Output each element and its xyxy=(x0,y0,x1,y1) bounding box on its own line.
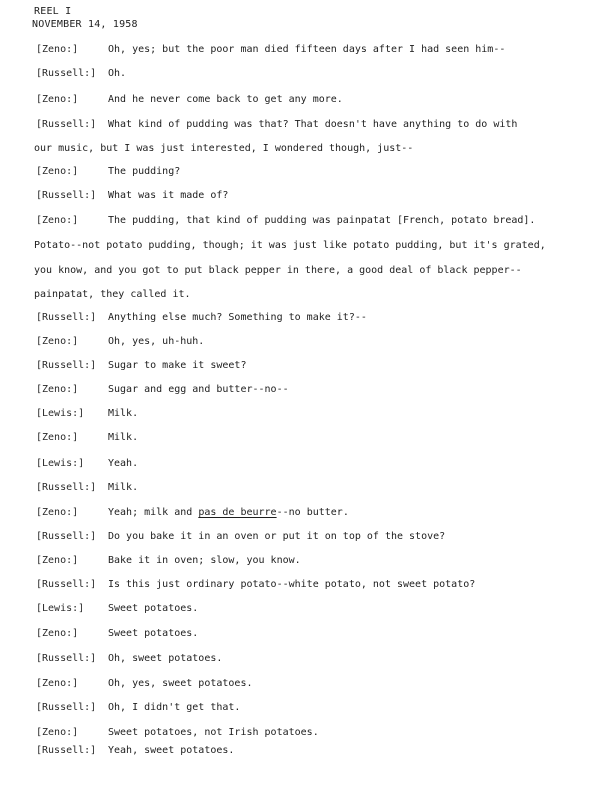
speaker-label: [Lewis:] xyxy=(36,603,85,614)
dialogue-line xyxy=(0,700,612,716)
speaker-label: [Russell:] xyxy=(36,190,97,201)
line-text: Yeah. xyxy=(108,458,139,469)
speaker-label: [Zeno:] xyxy=(36,678,79,689)
dialogue-line xyxy=(0,213,612,229)
continuation-line xyxy=(0,238,612,254)
speaker-label: [Zeno:] xyxy=(36,44,79,55)
speaker-label: [Russell:] xyxy=(36,119,97,130)
dialogue-line xyxy=(0,310,612,326)
line-text: The pudding, that kind of pudding was painpatat [French, potato bread]. xyxy=(108,215,536,226)
dialogue-line xyxy=(0,480,612,496)
line-text: Sugar and egg and butter--no-- xyxy=(108,384,289,395)
dialogue-line xyxy=(0,334,612,350)
dialogue-line xyxy=(0,117,612,133)
line-text: painpatat, they called it. xyxy=(34,289,191,300)
dialogue-line xyxy=(0,456,612,472)
dialogue-line xyxy=(0,553,612,569)
continuation-line xyxy=(0,141,612,157)
speaker-label: [Russell:] xyxy=(36,653,97,664)
line-text: you know, and you got to put black pepper in there, a good deal of black pepper-- xyxy=(34,265,522,276)
dialogue-line xyxy=(0,188,612,204)
line-text: Yeah, sweet potatoes. xyxy=(108,745,235,756)
continuation-line xyxy=(0,287,612,303)
dialogue-line xyxy=(0,92,612,108)
line-text: Oh, I didn't get that. xyxy=(108,702,241,713)
line-text: Milk. xyxy=(108,482,139,493)
date-label: NOVEMBER 14, 1958 xyxy=(32,19,138,30)
continuation-line xyxy=(0,263,612,279)
speaker-label: [Russell:] xyxy=(36,482,97,493)
dialogue-line xyxy=(0,358,612,374)
dialogue-line xyxy=(0,743,612,759)
line-text: The pudding? xyxy=(108,166,181,177)
speaker-label: [Russell:] xyxy=(36,745,97,756)
speaker-label: [Zeno:] xyxy=(36,507,79,518)
reel-label: REEL I xyxy=(34,6,72,17)
dialogue-line xyxy=(0,505,612,521)
line-text: Sugar to make it sweet? xyxy=(108,360,247,371)
speaker-label: [Russell:] xyxy=(36,579,97,590)
dialogue-line xyxy=(0,66,612,82)
dialogue-line xyxy=(0,601,612,617)
line-text: Sweet potatoes. xyxy=(108,628,199,639)
dialogue-line xyxy=(0,430,612,446)
speaker-label: [Zeno:] xyxy=(36,555,79,566)
line-text: Bake it in oven; slow, you know. xyxy=(108,555,301,566)
dialogue-line xyxy=(0,676,612,692)
speaker-label: [Russell:] xyxy=(36,68,97,79)
line-text: Sweet potatoes, not Irish potatoes. xyxy=(108,727,319,738)
dialogue-line xyxy=(0,406,612,422)
line-text: What was it made of? xyxy=(108,190,229,201)
line-text: Potato--not potato pudding, though; it was just like potato pudding, but it's grated, xyxy=(34,240,546,251)
speaker-label: [Zeno:] xyxy=(36,432,79,443)
speaker-label: [Zeno:] xyxy=(36,727,79,738)
line-text xyxy=(108,505,349,521)
speaker-label: [Zeno:] xyxy=(36,166,79,177)
dialogue-line xyxy=(0,42,612,58)
line-text: Do you bake it in an oven or put it on top of the stove? xyxy=(108,531,446,542)
speaker-label: [Lewis:] xyxy=(36,458,85,469)
speaker-label: [Zeno:] xyxy=(36,628,79,639)
line-text: What kind of pudding was that? That doesn't have anything to do with xyxy=(108,119,518,130)
speaker-label: [Zeno:] xyxy=(36,215,79,226)
line-text-after: --no butter. xyxy=(276,507,349,518)
underlined-phrase: pas de beurre xyxy=(198,507,277,518)
line-text: Oh, yes, sweet potatoes. xyxy=(108,678,253,689)
line-text: Anything else much? Something to make it?-- xyxy=(108,312,367,323)
line-text: Is this just ordinary potato--white potato, not sweet potato? xyxy=(108,579,476,590)
line-text: Oh. xyxy=(108,68,127,79)
dialogue-line xyxy=(0,626,612,642)
speaker-label: [Zeno:] xyxy=(36,94,79,105)
line-text: Sweet potatoes. xyxy=(108,603,199,614)
speaker-label: [Zeno:] xyxy=(36,384,79,395)
speaker-label: [Zeno:] xyxy=(36,336,79,347)
speaker-label: [Russell:] xyxy=(36,360,97,371)
line-text: And he never come back to get any more. xyxy=(108,94,343,105)
line-text-before: Yeah; milk and xyxy=(108,507,199,518)
dialogue-line xyxy=(0,725,612,741)
speaker-label: [Lewis:] xyxy=(36,408,85,419)
dialogue-line xyxy=(0,529,612,545)
line-text: Milk. xyxy=(108,432,139,443)
dialogue-line xyxy=(0,651,612,667)
speaker-label: [Russell:] xyxy=(36,702,97,713)
dialogue-line xyxy=(0,164,612,180)
line-text: Oh, yes, uh-huh. xyxy=(108,336,205,347)
dialogue-line xyxy=(0,382,612,398)
line-text: our music, but I was just interested, I wondered though, just-- xyxy=(34,143,414,154)
line-text: Milk. xyxy=(108,408,139,419)
speaker-label: [Russell:] xyxy=(36,531,97,542)
line-text: Oh, yes; but the poor man died fifteen days after I had seen him-- xyxy=(108,44,506,55)
dialogue-line xyxy=(0,577,612,593)
line-text: Oh, sweet potatoes. xyxy=(108,653,223,664)
speaker-label: [Russell:] xyxy=(36,312,97,323)
